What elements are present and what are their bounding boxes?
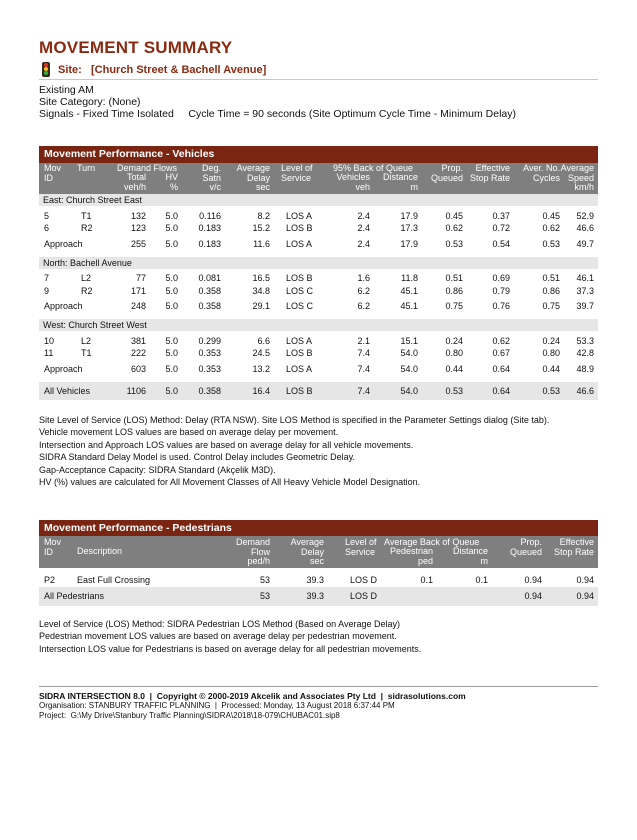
cell-los: LOS B [286,273,313,283]
col-queue-vehicles: Vehicles veh [336,172,370,192]
table-row [39,222,598,235]
cell-los: LOS B [286,385,313,396]
cell-dist: 17.9 [400,210,418,221]
col-demand-flows: Demand Flows [117,163,178,173]
cell-hv: 5.0 [165,285,178,296]
note-line: HV (%) values are calculated for All Movement Classes of All Heavy Vehicle Model Designation. [39,477,421,488]
cell-veh: 2.4 [357,210,370,221]
cell-desc: East Full Crossing [77,574,151,585]
cell-stop: 0.76 [492,301,510,311]
cell-satn: 0.081 [198,273,221,283]
cell-cycles: 0.80 [542,348,560,358]
col-total: Total veh/h [123,172,146,192]
cell-veh: 2.4 [357,223,370,233]
cell-dist: 15.1 [400,335,418,346]
note-line: Gap-Acceptance Capacity: SIDRA Standard (Akçelik M3D). [39,464,276,475]
cell-dist: 0.1 [475,574,488,585]
cell-propq: 0.45 [445,210,463,221]
cell-total: 123 [130,223,146,233]
cell-stop: 0.37 [492,210,510,221]
col-ped-mov-id: Mov ID [44,537,62,557]
col-ped-level-of-service: Level of Service [345,537,377,557]
cell-satn: 0.183 [198,238,221,249]
copyright-line: SIDRA INTERSECTION 8.0 | Copyright © 2000-2019 Akcelik and Associates Pty Ltd | sidrasolutions.com [39,691,466,701]
pedestrian-table-header [39,536,598,568]
cell-turn: T1 [81,210,92,221]
table-row [39,272,598,285]
note-line: Pedestrian movement LOS values are based on average delay per pedestrian movement. [39,631,397,642]
cell-los: LOS A [286,363,313,374]
cell-dist: 17.9 [400,238,418,249]
cell-satn: 0.116 [199,210,221,221]
cell-speed: 49.7 [576,238,594,249]
cell-satn: 0.353 [198,348,221,358]
col-average-delay: Average Delay sec [236,163,270,192]
vehicle-table-title: Movement Performance - Vehicles [39,146,598,163]
cell-cycles: 0.45 [542,210,560,221]
pedestrian-performance-table [39,520,598,606]
cell-flow: 53 [259,590,270,601]
cell-stop: 0.67 [492,348,510,358]
col-hv: HV % [165,172,178,192]
cell-hv: 5.0 [165,301,178,311]
cell-delay: 24.5 [252,348,270,358]
cell-speed: 46.1 [576,273,594,283]
cell-hv: 5.0 [165,273,178,283]
col-demand-flow: Demand Flow ped/h [235,537,270,566]
cell-hv: 5.0 [165,335,178,346]
site-info [39,84,516,120]
cell-propq: 0.94 [524,590,542,601]
cell-label: Approach [44,238,83,249]
cell-id: 10 [44,335,55,346]
cell-stop: 0.62 [492,335,510,346]
cell-turn: T1 [81,348,92,358]
cell-los: LOS C [286,301,314,311]
cell-cycles: 0.62 [542,223,560,233]
cell-delay: 29.1 [252,301,270,311]
cell-hv: 5.0 [165,210,178,221]
cell-los: LOS A [286,238,313,249]
cell-veh: 6.2 [357,285,370,296]
cell-delay: 11.6 [253,238,270,249]
cell-speed: 42.8 [576,348,594,358]
col-mov-id: Mov ID [44,163,62,183]
cell-dist: 54.0 [400,363,418,374]
cell-label: Approach [44,363,83,374]
cell-delay: 16.4 [252,385,270,396]
cell-id: 7 [44,273,50,283]
cell-dist: 54.0 [400,385,418,396]
cell-hv: 5.0 [165,223,178,233]
cell-total: 603 [130,363,146,374]
col-ped-prop-queued: Prop. Queued [509,537,542,557]
col-ped-queue-distance: Distance m [452,546,488,566]
cell-los: LOS C [286,285,314,296]
organisation-line: Organisation: STANBURY TRAFFIC PLANNING | Processed: Monday, 13 August 2018 6:37:44 PM [39,701,395,710]
cell-stop: 0.79 [492,285,510,296]
col-queue-pedestrian: Pedestrian ped [389,546,433,566]
cell-speed: 52.9 [576,210,594,221]
approach-group-header: North: Bachell Avenue [39,257,598,269]
cell-flow: 53 [259,574,270,585]
cell-cycles: 0.86 [542,285,560,296]
cell-speed: 37.3 [576,285,594,296]
cell-stop: 0.69 [492,273,510,283]
cell-veh: 7.4 [357,363,370,374]
cell-delay: 16.5 [252,273,270,283]
cell-stop: 0.72 [492,223,510,233]
approach-total-row [39,237,598,250]
note-line: Intersection and Approach LOS values are based on average delay for all vehicle movements. [39,439,414,450]
cell-id: 6 [44,223,50,233]
pedestrian-notes [39,618,421,655]
table-row [39,347,598,360]
cell-satn: 0.353 [198,363,221,374]
cell-propq: 0.53 [445,238,463,249]
cell-cycles: 0.51 [542,273,560,283]
approach-total-row [39,362,598,375]
cell-total: 255 [130,238,146,249]
col-average-back-of-queue: Average Back of Queue [384,537,480,547]
table-row [39,284,598,297]
cell-id: 5 [44,210,50,221]
note-line: Intersection LOS value for Pedestrians is based on average delay for all pedestrian movements. [39,643,422,654]
table-row [39,209,598,222]
cell-propq: 0.53 [445,385,463,396]
pedestrian-table-title: Movement Performance - Pedestrians [39,520,598,536]
cell-hv: 5.0 [165,363,178,374]
cell-stop: 0.64 [492,363,510,374]
cell-hv: 5.0 [165,385,178,396]
cell-propq: 0.86 [445,285,463,296]
note-line: Level of Service (LOS) Method: SIDRA Pedestrian LOS Method (Based on Average Delay) [39,619,401,629]
cell-cycles: 0.75 [542,301,560,311]
col-back-of-queue: 95% Back of Queue [333,163,414,173]
cell-stop: 0.94 [576,590,594,601]
cell-propq: 0.44 [445,363,463,374]
cell-cycles: 0.53 [542,385,560,396]
vehicle-performance-table [39,146,598,400]
cell-stop: 0.54 [492,238,510,249]
cell-los: LOS B [286,223,313,233]
cell-veh: 7.4 [357,385,370,396]
cell-total: 171 [130,285,146,296]
cell-delay: 6.6 [257,335,270,346]
cell-total: 222 [130,348,146,358]
cell-propq: 0.24 [445,335,463,346]
cell-turn: R2 [81,223,93,233]
col-level-of-service: Level of Service [281,163,313,183]
cell-propq: 0.62 [445,223,463,233]
cell-propq: 0.94 [524,574,542,585]
cell-label: All Pedestrians [44,590,105,601]
pedestrian-table-body [39,568,598,606]
cell-los: LOS A [286,210,313,221]
approach-group-header: West: Church Street West [39,319,598,331]
project-path-line: Project: G:\My Drive\Stanbury Traffic Planning\SIDRA\2018\18-079\CHUBAC01.sip8 [39,711,340,720]
note-line: SIDRA Standard Delay Model is used. Control Delay includes Geometric Delay. [39,452,355,463]
cell-satn: 0.183 [198,223,221,233]
cell-delay: 15.2 [252,223,270,233]
cell-id: 11 [44,348,54,358]
site-category: Site Category: (None) [39,96,141,108]
cell-propq: 0.75 [445,301,463,311]
col-deg-satn: Deg. Satn v/c [201,163,221,192]
cell-stop: 0.64 [492,385,510,396]
cell-dist: 11.8 [401,273,418,283]
cell-turn: L2 [81,335,92,346]
col-aver-no-cycles: Aver. No. Cycles [523,163,560,183]
all-pedestrians-row [39,587,598,606]
cell-veh: 2.4 [357,238,370,249]
cell-delay: 39.3 [306,590,324,601]
cell-cycles: 0.44 [542,363,560,374]
site-header [39,62,598,80]
cell-los: LOS B [286,348,313,358]
site-label: Site: [Church Street & Bachell Avenue] [58,64,267,76]
cell-los: LOS D [350,590,378,601]
cell-total: 381 [130,335,146,346]
cell-propq: 0.80 [445,348,463,358]
cell-veh: 7.4 [357,348,370,358]
cell-delay: 8.2 [257,210,270,221]
cell-los: LOS D [350,574,378,585]
cell-hv: 5.0 [165,348,178,358]
note-line: Site Level of Service (LOS) Method: Delay (RTA NSW). Site LOS Method is specified in the Parameter Settings dialog (Site tab). [39,415,550,425]
cell-total: 1106 [126,385,146,396]
cell-veh: 1.6 [357,273,370,283]
cell-turn: L2 [81,273,92,283]
cell-ped: 0.1 [420,574,433,585]
col-prop-queued: Prop. Queued [430,163,463,183]
cell-total: 248 [130,301,146,311]
cell-speed: 46.6 [576,223,594,233]
cell-total: 77 [135,273,146,283]
approach-total-row [39,300,598,313]
cell-cycles: 0.24 [542,335,560,346]
vehicle-notes [39,414,549,488]
cell-satn: 0.299 [198,335,221,346]
cell-stop: 0.94 [576,574,594,585]
cell-hv: 5.0 [165,238,178,249]
all-vehicles-row [39,382,598,400]
cell-id: 9 [44,285,50,296]
cell-speed: 46.6 [576,385,594,396]
cell-veh: 6.2 [357,301,370,311]
cell-delay: 34.8 [252,285,270,296]
cell-total: 132 [130,210,146,221]
cell-turn: R2 [81,285,93,296]
cell-satn: 0.358 [198,385,221,396]
approach-group-header: East: Church Street East [39,194,598,206]
cell-cycles: 0.53 [542,238,560,249]
cell-veh: 2.1 [357,335,370,346]
col-ped-effective-stop-rate: Effective Stop Rate [553,537,594,557]
col-description: Description [77,546,123,556]
signal-info: Signals - Fixed Time Isolated Cycle Time = 90 seconds (Site Optimum Cycle Time - Minimum Delay) [39,108,517,120]
cell-dist: 45.1 [400,301,418,311]
cell-id: P2 [44,574,56,585]
vehicle-table-body [39,194,598,400]
table-row [39,573,598,586]
cell-label: Approach [44,301,83,311]
scenario-name: Existing AM [39,84,94,96]
col-effective-stop-rate: Effective Stop Rate [469,163,510,183]
footer [39,686,598,721]
cell-label: All Vehicles [44,385,91,396]
cell-dist: 54.0 [400,348,418,358]
cell-speed: 53.3 [576,335,594,346]
col-turn: Turn [77,163,96,173]
cell-satn: 0.358 [198,285,221,296]
cell-satn: 0.358 [198,301,221,311]
cell-los: LOS A [286,335,313,346]
cell-speed: 48.9 [576,363,594,374]
note-line: Vehicle movement LOS values are based on average delay per movement. [39,427,339,438]
page-title: MOVEMENT SUMMARY [39,38,233,57]
cell-propq: 0.51 [445,273,463,283]
cell-delay: 39.3 [306,574,324,585]
col-queue-distance: Distance m [382,172,418,192]
cell-dist: 17.3 [400,223,418,233]
col-average-speed: Average Speed km/h [560,163,594,192]
cell-speed: 39.7 [576,301,594,311]
traffic-light-icon [42,62,50,77]
table-row [39,334,598,347]
cell-delay: 13.2 [252,363,270,374]
vehicle-table-header [39,163,598,194]
col-ped-average-delay: Average Delay sec [290,537,324,566]
cell-dist: 45.1 [400,285,418,296]
